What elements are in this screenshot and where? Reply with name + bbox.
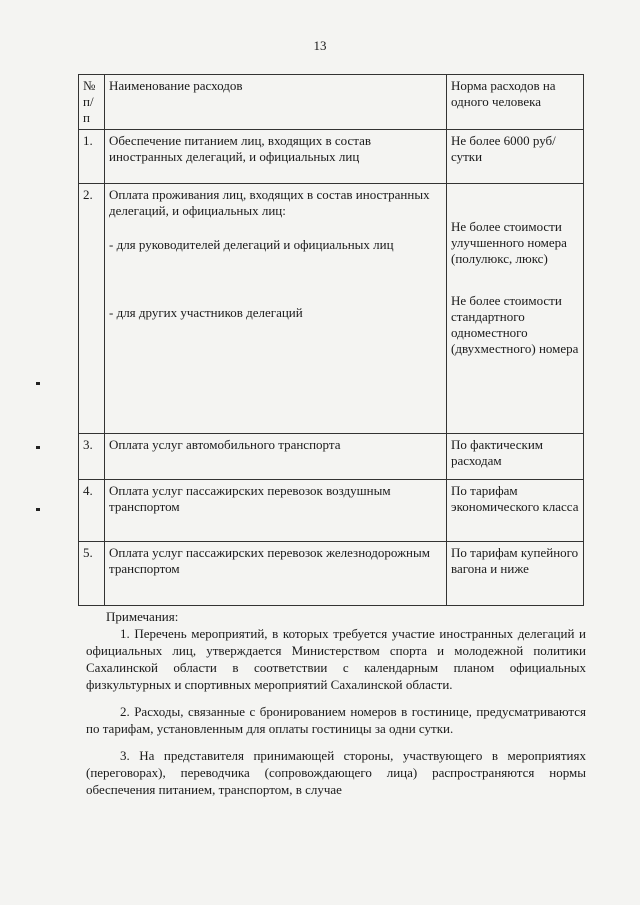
row-num: 3.: [79, 434, 105, 480]
row-name-cell: [105, 184, 447, 434]
row-num: 4.: [79, 480, 105, 542]
table-row: [79, 480, 584, 542]
note-paragraph: 2. Расходы, связанные с бронированием номеров в гостинице, предусматриваются по тарифам, установленным для оплаты гостиницы за одни сутки.: [86, 704, 586, 736]
row-name: Оплата услуг автомобильного транспорта: [105, 434, 447, 480]
row-norm: По тарифам купейного вагона и ниже: [447, 542, 584, 606]
table-row: [79, 434, 584, 480]
row-norm: По фактическим расходам: [447, 434, 584, 480]
row-num: 1.: [79, 130, 105, 184]
note-paragraph: 3. На представителя принимающей стороны, участвующего в мероприятиях (переговорах), переводчика (сопровождающего лица) распространяются нормы обеспечения питанием, транспортом, в случае: [86, 748, 586, 797]
row-norm-cell: [447, 184, 584, 434]
row-num: 2.: [79, 184, 105, 434]
row-norm: По тарифам экономического класса: [447, 480, 584, 542]
page-number: 13: [313, 38, 327, 53]
header-num: № п/п: [79, 75, 105, 130]
row-norm: Не более стоимости стандартного одноместного (двухместного) номера: [451, 293, 579, 356]
table-row: [79, 542, 584, 606]
row-name: Оплата услуг пассажирских перевозок железнодорожным транспортом: [105, 542, 447, 606]
scan-mark: [36, 508, 40, 511]
header-norm: Норма расходов на одного человека: [447, 75, 584, 130]
scan-mark: [36, 446, 40, 449]
row-name: Оплата услуг пассажирских перевозок воздушным транспортом: [105, 480, 447, 542]
row-num: 5.: [79, 542, 105, 606]
row-name: Обеспечение питанием лиц, входящих в состав иностранных делегаций, и официальных лиц: [105, 130, 447, 184]
scan-mark: [36, 382, 40, 385]
notes-title: Примечания:: [106, 609, 179, 624]
table-header-row: [79, 75, 584, 130]
row-subitem: - для других участников делегаций: [109, 305, 303, 320]
header-name: Наименование расходов: [105, 75, 447, 130]
expense-norms-table: [78, 74, 584, 606]
row-subitem: - для руководителей делегаций и официальных лиц: [109, 237, 394, 252]
note-paragraph: 1. Перечень мероприятий, в которых требуется участие иностранных делегаций и официальных лиц, утверждается Министерством спорта и молодежной политики Сахалинской области в соответствии с календарным планом официальных физкультурных и спортивных мероприятий Сахалинской области.: [86, 626, 586, 692]
row-name: Оплата проживания лиц, входящих в состав иностранных делегаций, и официальных лиц:: [109, 187, 430, 218]
notes-section: [86, 608, 586, 798]
table-row: [79, 184, 584, 434]
row-norm: Не более 6000 руб/сутки: [447, 130, 584, 184]
table-row: [79, 130, 584, 184]
row-norm: Не более стоимости улучшенного номера (полулюкс, люкс): [451, 219, 567, 266]
